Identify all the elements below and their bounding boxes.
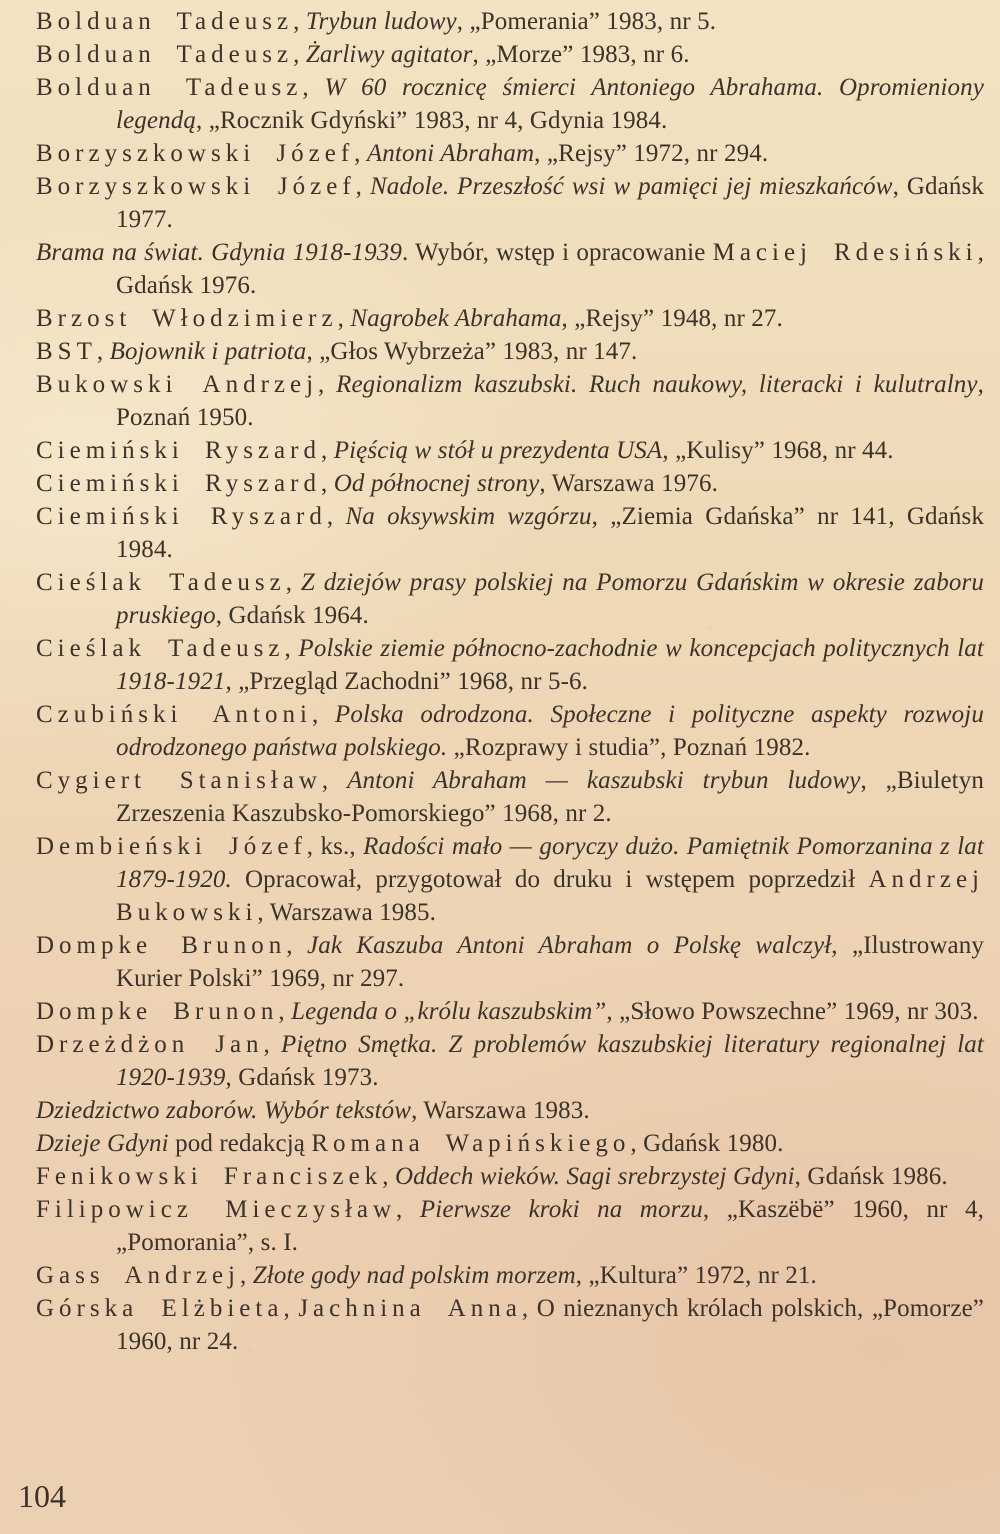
publication-text: , „Morze” 1983, nr 6.	[472, 41, 690, 68]
author-name: Borzyszkowski Józef	[36, 173, 356, 200]
publication-text: , Gdańsk 1973.	[225, 1064, 379, 1091]
publication-text: Opracował, przygotował do druku i wstępem poprzedził	[231, 866, 869, 893]
publication-text: , „Rejsy” 1972, nr 294.	[534, 140, 769, 167]
bib-entry	[36, 302, 984, 335]
bib-entry	[36, 1028, 984, 1094]
author-name: Górska Elżbieta	[36, 1295, 284, 1322]
work-title: Antoni Abraham — kaszubski trybun ludowy	[347, 767, 861, 794]
author-name: Gass Andrzej	[36, 1262, 240, 1289]
publication-text: , „Biuletyn Zrzeszenia Kaszubsko-Pomorskiego” 1968, nr 2.	[116, 767, 984, 827]
author-name: Ciemiński Ryszard	[36, 437, 321, 464]
bib-entry	[36, 995, 984, 1028]
work-title: Złote gody nad polskim morzem	[252, 1262, 576, 1289]
publication-text: . Wybór, wstęp i opracowanie	[402, 239, 713, 266]
publication-text: ,	[302, 74, 325, 101]
publication-text: ,	[283, 1295, 299, 1322]
publication-text: ,	[320, 470, 334, 497]
publication-text: pod redakcją	[168, 1130, 312, 1157]
publication-text: , „Słowo Powszechne” 1969, nr 303.	[606, 998, 979, 1025]
bib-entry	[36, 566, 984, 632]
author-name: BST	[36, 338, 97, 365]
publication-text: ,	[318, 371, 337, 398]
publication-text: , „Rejsy” 1948, nr 27.	[561, 305, 783, 332]
publication-text: , „Ilustrowany Kurier Polski” 1969, nr 297.	[116, 932, 985, 992]
author-name: Bolduan Tadeusz	[36, 8, 294, 35]
publication-text: ,	[311, 701, 335, 728]
work-title: Piętno Smętka. Z problemów kaszubskiej literatury regionalnej lat 1920-1939	[116, 1031, 984, 1091]
publication-text: , Gdańsk 1977.	[116, 173, 985, 233]
publication-text: ,	[355, 173, 370, 200]
bib-entry	[36, 467, 984, 500]
bib-entry	[36, 1094, 984, 1127]
author-name: Bolduan Tadeusz	[36, 74, 303, 101]
bib-entry	[36, 764, 984, 830]
publication-text: , Warszawa 1976.	[539, 470, 718, 497]
author-name: Dembieński Józef	[36, 833, 307, 860]
work-title: Polska odrodzona. Społeczne i polityczne aspekty rozwoju odrodzonego państwa polskiego.	[116, 701, 984, 761]
publication-text: , Gdańsk 1964.	[215, 602, 369, 629]
bib-entry	[36, 1193, 984, 1259]
author-name: Fenikowski Franciszek	[36, 1163, 383, 1190]
publication-text: ,	[284, 635, 299, 662]
publication-text: , „Przegląd Zachodni” 1968, nr 5-6.	[225, 668, 589, 695]
author-name: Cieślak Tadeusz	[36, 569, 286, 596]
author-name: Ciemiński Ryszard	[36, 470, 321, 497]
work-title: Pięścią w stół u prezydenta USA	[333, 437, 663, 464]
author-name: Maciej Rdesiński	[712, 239, 978, 266]
work-title: Nagrobek Abrahama	[350, 305, 562, 332]
bib-entry	[36, 830, 984, 929]
work-title: Radości mało — goryczy dużo. Pamiętnik Pomorzanina z lat 1879-1920.	[116, 833, 985, 893]
bib-entry	[36, 1292, 984, 1358]
bib-entry	[36, 434, 984, 467]
work-title: Jak Kaszuba Antoni Abraham o Polskę walczył	[307, 932, 832, 959]
publication-text: ,	[326, 503, 346, 530]
work-title: Dzieje Gdyni	[36, 1130, 169, 1157]
work-title: Nadole. Przeszłość wsi w pamięci jej mieszkańców	[369, 173, 893, 200]
author-name: Cieślak Tadeusz	[36, 635, 285, 662]
publication-text: ,	[293, 41, 306, 68]
author-name: Borzyszkowski Józef	[36, 140, 355, 167]
work-title: Trybun ludowy	[305, 8, 457, 35]
work-title: Dziedzictwo zaborów. Wybór tekstów	[36, 1097, 412, 1124]
author-name: Drzeżdżon Jan	[36, 1031, 264, 1058]
bib-entry	[36, 5, 984, 38]
bib-entry	[36, 170, 984, 236]
author-name: Czubiński Antoni	[36, 701, 312, 728]
publication-text: ,	[337, 305, 351, 332]
publication-text: , „Kulisy” 1968, nr 44.	[662, 437, 894, 464]
author-name: Bolduan Tadeusz	[36, 41, 294, 68]
publication-text: , O nieznanych królach polskich, „Pomorze” 1960, nr 24.	[116, 1295, 985, 1355]
author-name: Dompke Brunon	[36, 998, 279, 1025]
work-title: Antoni Abraham	[366, 140, 535, 167]
publication-text: ,	[278, 998, 292, 1025]
bib-entry	[36, 698, 984, 764]
publication-text: , ks.,	[306, 833, 364, 860]
bibliography-list	[36, 5, 984, 1358]
work-title: Legenda o „królu kaszubskim”	[291, 998, 607, 1025]
page-number: 104	[18, 1478, 66, 1514]
publication-text: ,	[354, 140, 367, 167]
work-title: Z dziejów prasy polskiej na Pomorzu Gdańskim w okresie zaboru pruskiego	[116, 569, 985, 629]
work-title: Na oksywskim wzgórzu	[345, 503, 592, 530]
publication-text: „Rozprawy i studia”, Poznań 1982.	[447, 734, 811, 761]
bib-entry	[36, 500, 984, 566]
publication-text: , Warszawa 1983.	[411, 1097, 590, 1124]
publication-text: ,	[240, 1262, 253, 1289]
work-title: Bojownik i patriota	[109, 338, 307, 365]
publication-text: ,	[382, 1163, 395, 1190]
author-name: Andrzej Bukowski	[116, 866, 984, 926]
author-name: Filipowicz Mieczysław	[36, 1196, 397, 1223]
bib-entry	[36, 1127, 984, 1160]
publication-text: ,	[396, 1196, 420, 1223]
publication-text: , „Ziemia Gdańska” nr 141, Gdańsk 1984.	[116, 503, 984, 563]
bib-entry	[36, 1160, 984, 1193]
publication-text: ,	[96, 338, 110, 365]
author-name: Romana Wapińskiego	[311, 1130, 631, 1157]
work-title: Regionalizm kaszubski. Ruch naukowy, literacki i kulutralny	[336, 371, 978, 398]
publication-text: ,	[285, 569, 301, 596]
publication-text: , Poznań 1950.	[116, 371, 984, 431]
bib-entry	[36, 71, 984, 137]
author-name: Cygiert Stanisław	[36, 767, 322, 794]
author-name: Ciemiński Ryszard	[36, 503, 327, 530]
author-name: Brzost Włodzimierz	[36, 305, 338, 332]
publication-text: , Gdańsk 1980.	[630, 1130, 784, 1157]
publication-text: ,	[263, 1031, 281, 1058]
bib-entry	[36, 1259, 984, 1292]
work-title: W 60 rocznicę śmierci Antoniego Abrahama. Opromieniony legendą	[116, 74, 985, 134]
work-title: Oddech wieków. Sagi srebrzystej Gdyni	[394, 1163, 795, 1190]
publication-text: , „Głos Wybrzeża” 1983, nr 147.	[306, 338, 638, 365]
bib-entry	[36, 335, 984, 368]
bib-entry	[36, 236, 984, 302]
publication-text: ,	[293, 8, 306, 35]
work-title: Od północnej strony	[333, 470, 540, 497]
work-title: Żarliwy agitator	[305, 41, 473, 68]
work-title: Pierwsze kroki na morzu	[419, 1196, 703, 1223]
publication-text: , Warszawa 1985.	[257, 899, 437, 926]
publication-text: , „Kaszëbë” 1960, nr 4, „Pomorania”, s. I.	[116, 1196, 984, 1256]
work-title: Polskie ziemie północno-zachodnie w koncepcjach politycznych lat 1918-1921	[116, 635, 985, 695]
author-name: Jachnina Anna	[298, 1295, 522, 1322]
bib-entry	[36, 137, 984, 170]
author-name: Dompke Brunon	[36, 932, 287, 959]
work-title: Brama na świat. Gdynia 1918-1939	[36, 239, 403, 266]
publication-text: , Gdańsk 1976.	[116, 239, 984, 299]
bib-entry	[36, 929, 984, 995]
bib-entry	[36, 632, 984, 698]
publication-text: , „Kultura” 1972, nr 21.	[575, 1262, 817, 1289]
publication-text: , „Rocznik Gdyński” 1983, nr 4, Gdynia 1984.	[196, 107, 668, 134]
bib-entry	[36, 368, 984, 434]
author-name: Bukowski Andrzej	[36, 371, 319, 398]
publication-text: , Gdańsk 1986.	[794, 1163, 948, 1190]
publication-text: ,	[286, 932, 307, 959]
bib-entry	[36, 38, 984, 71]
publication-text: , „Pomerania” 1983, nr 5.	[456, 8, 717, 35]
publication-text: ,	[321, 767, 348, 794]
publication-text: ,	[320, 437, 334, 464]
